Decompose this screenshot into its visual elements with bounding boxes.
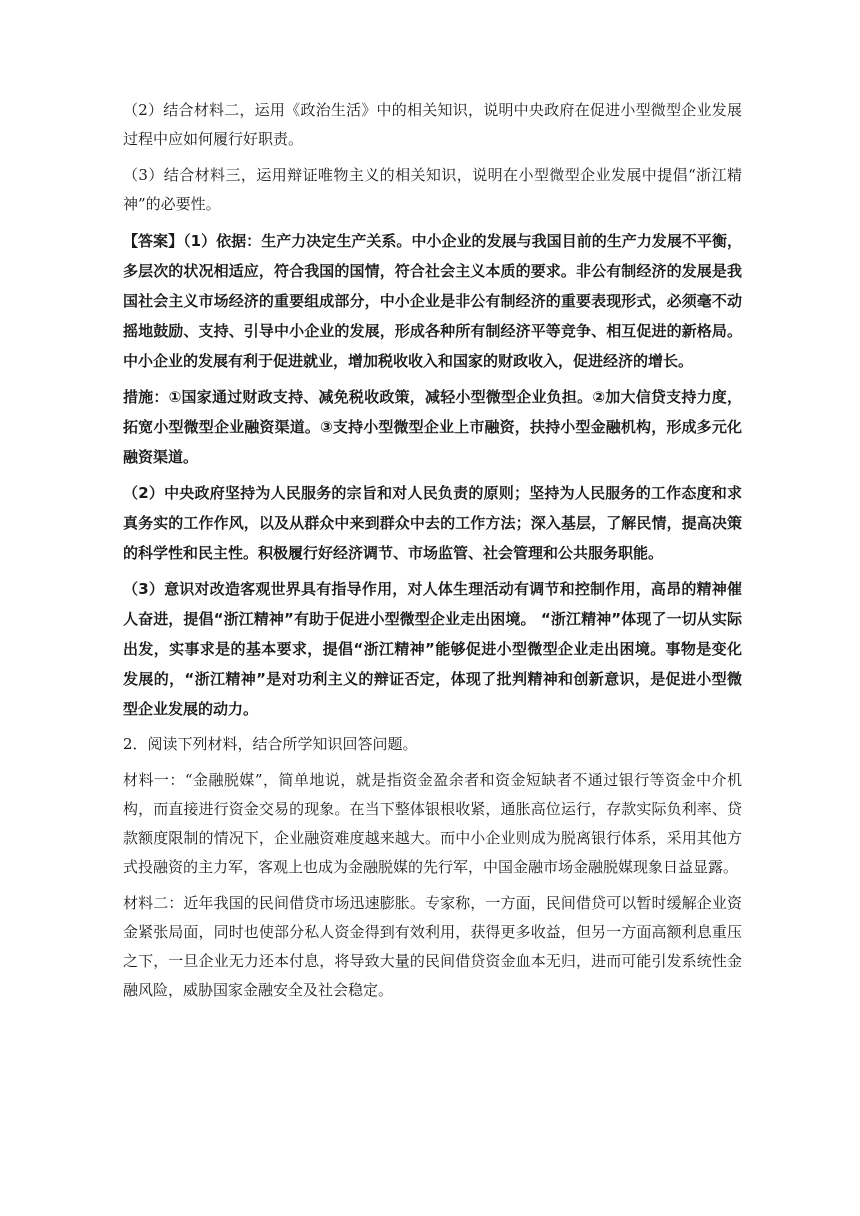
answer-part-1	[123, 226, 742, 376]
material-2: 材料二：近年我国的民间借贷市场迅速膨胀。专家称，一方面，民间借贷可以暂时缓解企业资金紧张局面，同时也使部分私人资金得到有效利用，获得更多收益，但另一方面高额利息重压之下，一旦企业无力还本付息，将导致大量的民间借贷资金血本无归，进而可能引发系统性金融风险，威胁国家金融安全及社会稳定。	[123, 894, 742, 999]
answer-measures: 措施：①国家通过财政支持、减免税收政策，减轻小型微型企业负担。②加大信贷支持力度，拓宽小型微型企业融资渠道。③支持小型微型企业上市融资，扶持小型金融机构，形成多元化融资渠道。	[123, 388, 742, 466]
question-3-subpart: （3）结合材料三，运用辩证唯物主义的相关知识，说明在小型微型企业发展中提倡“浙江精神”的必要性。	[123, 166, 742, 213]
question-2-subpart: （2）结合材料二，运用《政治生活》中的相关知识，说明中央政府在促进小型微型企业发展过程中应如何履行好职责。	[123, 101, 742, 148]
answer-part-1-text: （1）依据：生产力决定生产关系。中小企业的发展与我国目前的生产力发展不平衡，多层次的状况相适应，符合我国的国情，符合社会主义本质的要求。非公有制经济的发展是我国社会主义市场经济的重要组成部分，中小企业是非公有制经济的重要表现形式，必须毫不动摇地鼓励、支持、引导中小企业的发展，形成各种所有制经济平等竞争、相互促进的新格局。中小企业的发展有利于促进就业，增加税收收入和国家的财政收入，促进经济的增长。	[123, 232, 742, 370]
answer-part-3: （3）意识对改造客观世界具有指导作用，对人体生理活动有调节和控制作用，高昂的精神催人奋进，提倡“浙江精神”有助于促进小型微型企业走出困境。 “浙江精神”体现了一切从实际出发，实事求是的基本要求，提倡“浙江精神”能够促进小型微型企业走出困境。事物是变化发展的，“浙江精神”是对功利主义的辩证否定，体现了批判精神和创新意识，是促进小型微型企业发展的动力。	[123, 580, 742, 718]
question-2-prompt: 2．阅读下列材料，结合所学知识回答问题。	[123, 735, 418, 753]
material-1: 材料一：“金融脱媒”，简单地说，就是指资金盈余者和资金短缺者不通过银行等资金中介机构，而直接进行资金交易的现象。在当下整体银根收紧，通胀高位运行，存款实际负利率、贷款额度限制的情况下，企业融资难度越来越大。而中小企业则成为脱离银行体系，采用其他方式投融资的主力军，客观上也成为金融脱媒的先行军，中国金融市场金融脱媒现象日益显露。	[123, 771, 742, 876]
answer-part-2: （2）中央政府坚持为人民服务的宗旨和对人民负责的原则；坚持为人民服务的工作态度和求真务实的工作作风，以及从群众中来到群众中去的工作方法；深入基层，了解民情，提高决策的科学性和民主性。积极履行好经济调节、市场监管、社会管理和公共服务职能。	[123, 484, 742, 562]
answer-tag: 【答案】	[123, 232, 184, 250]
